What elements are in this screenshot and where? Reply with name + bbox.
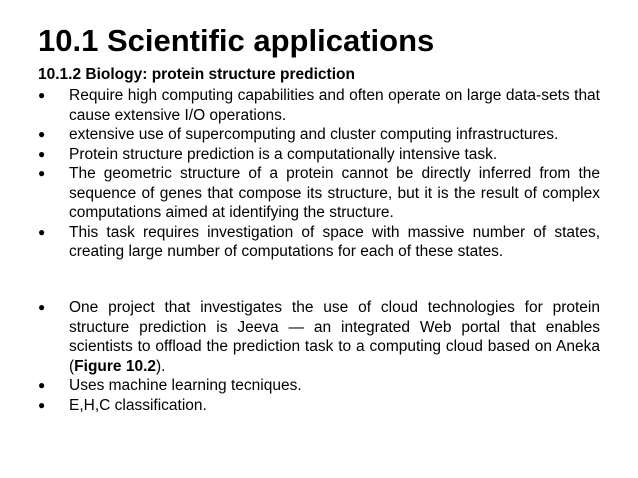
bullet-dot-icon: ●	[38, 397, 46, 412]
bullet-text: extensive use of supercomputing and cluster computing infrastructures.	[69, 126, 559, 143]
bullet-text	[69, 299, 600, 375]
bullet-item	[38, 86, 600, 125]
bullet-dot-icon: ●	[38, 88, 46, 102]
bullet-item	[38, 164, 600, 223]
bullet-item	[38, 298, 600, 376]
bullet-item	[38, 376, 600, 396]
section-subtitle: 10.1.2 Biology: protein structure prediction	[38, 66, 355, 83]
bullet-item	[38, 223, 600, 262]
bullet-text: Protein structure prediction is a computationally intensive task.	[69, 145, 498, 163]
bullet-text-part: ).	[156, 357, 166, 375]
bullet-text: Require high computing capabilities and often operate on large data-sets that cause extensive I/O operations.	[69, 87, 600, 124]
bullet-dot-icon: ●	[38, 166, 46, 180]
bullet-text: The geometric structure of a protein cannot be directly inferred from the sequence of genes that compose its structure, but it is the result of complex computations aimed at identifying the structure.	[69, 165, 600, 221]
slide-title: 10.1 Scientific applications	[38, 23, 435, 58]
bullet-item	[38, 396, 600, 416]
bullet-dot-icon: ●	[38, 378, 46, 392]
bullet-text: This task requires investigation of space with massive number of states, creating large number of computations for each of these states.	[69, 223, 600, 260]
bullet-text: E,H,C classification.	[69, 396, 207, 414]
bullet-list-overview	[38, 86, 600, 262]
figure-reference: Figure 10.2	[74, 357, 157, 375]
bullet-list-jeeva	[38, 298, 600, 415]
bullet-item	[38, 125, 600, 145]
bullet-text: Uses machine learning tecniques.	[69, 377, 302, 394]
bullet-text-part: One project that investigates the use of cloud technologies for protein structure prediction is Jeeva — an integrated Web portal that enables scientists to offload the prediction task to a computing cloud based on Aneka (	[69, 299, 600, 375]
bullet-dot-icon: ●	[38, 224, 46, 239]
bullet-dot-icon: ●	[38, 300, 46, 314]
bullet-dot-icon: ●	[38, 127, 46, 141]
bullet-item	[38, 145, 600, 165]
bullet-dot-icon: ●	[38, 146, 46, 161]
